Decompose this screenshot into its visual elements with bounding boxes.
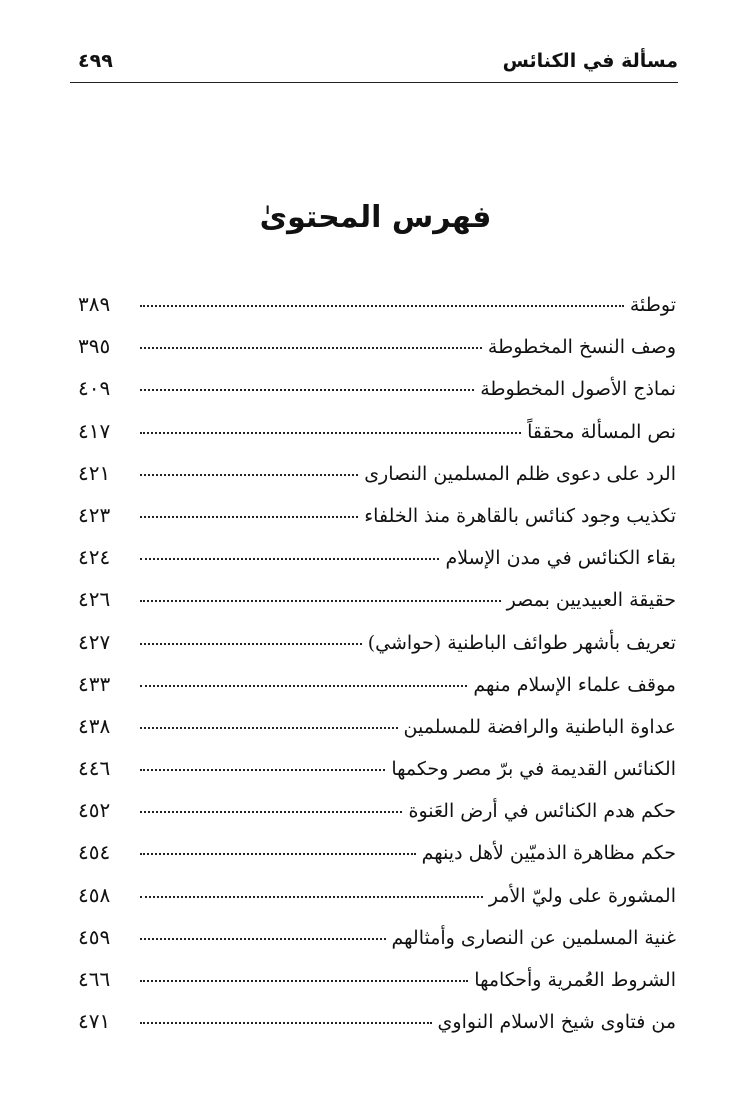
toc-entry (78, 798, 676, 840)
running-title: مسألة في الكنائس (502, 50, 678, 72)
dot-leader (140, 600, 501, 602)
toc-entry (78, 419, 676, 461)
dot-leader (140, 1022, 432, 1024)
dot-leader (140, 727, 398, 729)
toc-entry-page: ٣٩٥ (78, 334, 111, 359)
dot-leader (140, 347, 482, 349)
toc-entry-page: ٤٢٤ (78, 545, 111, 570)
dot-leader (140, 432, 521, 434)
toc-entry-label: موقف علماء الإسلام منهم (473, 673, 676, 696)
toc-entry (78, 840, 676, 882)
toc-entry (78, 967, 676, 1009)
toc-entry (78, 461, 676, 503)
toc-entry-page: ٤٠٩ (78, 376, 111, 401)
toc-entry-page: ٤٥٤ (78, 840, 111, 865)
toc-entry (78, 334, 676, 376)
toc-entry-label: بقاء الكنائس في مدن الإسلام (445, 547, 676, 570)
toc-entry-page: ٤٥٢ (78, 798, 111, 823)
dot-leader (140, 558, 439, 560)
toc-entry-label: عداوة الباطنية والرافضة للمسلمين (403, 715, 676, 738)
dot-leader (140, 685, 467, 687)
toc-entry-page: ٣٨٩ (78, 292, 111, 316)
toc-entry-label: تعريف بأشهر طوائف الباطنية (حواشي) (367, 631, 676, 654)
toc-entry-page: ٤٢٧ (78, 629, 111, 654)
dot-leader (140, 389, 474, 391)
toc-entry (78, 714, 676, 756)
toc-entry (78, 1009, 676, 1051)
running-header (70, 44, 678, 83)
toc-entry-label: غنية المسلمين عن النصارى وأمثالهم (391, 926, 676, 949)
toc-entry-page: ٤٦٦ (78, 967, 111, 991)
toc-entry-label: توطئة (629, 294, 676, 316)
toc-entry (78, 587, 676, 629)
dot-leader (140, 853, 416, 855)
toc-entry (78, 925, 676, 967)
dot-leader (140, 305, 624, 307)
toc-entry-page: ٤٢١ (78, 460, 111, 485)
toc-entry (78, 545, 676, 587)
toc-entry-label: حكم هدم الكنائس في أرض العَنوة (408, 800, 676, 823)
dot-leader (140, 769, 385, 771)
toc-entry-page: ٤٥٨ (78, 882, 111, 907)
toc-entry-label: تكذيب وجود كنائس بالقاهرة منذ الخلفاء (364, 504, 676, 527)
toc-entry-label: نماذج الأصول المخطوطة (480, 378, 676, 401)
toc-entry (78, 630, 676, 672)
page-number: ٤٩٩ (78, 50, 113, 72)
dot-leader (140, 516, 358, 518)
toc-entry (78, 883, 676, 925)
toc-entry-page: ٤٥٩ (78, 924, 111, 949)
toc-entry-page: ٤٢٦ (78, 587, 111, 612)
toc-entry-page: ٤١٧ (78, 418, 111, 443)
toc-entry-label: وصف النسخ المخطوطة (487, 336, 676, 359)
toc-entry-page: ٤٣٣ (78, 671, 111, 696)
toc-entry (78, 503, 676, 545)
toc-entry-label: الكنائس القديمة في برّ مصر وحكمها (391, 758, 676, 781)
dot-leader (140, 811, 402, 813)
dot-leader (140, 643, 362, 645)
toc-entry-page: ٤٣٨ (78, 713, 111, 738)
toc-entry-label: الشروط العُمرية وأحكامها (474, 969, 676, 991)
toc-title: فهرس المحتوىٰ (259, 200, 492, 235)
toc-entry-label: حكم مظاهرة الذميّين لأهل دينهم (421, 842, 676, 865)
dot-leader (140, 980, 468, 982)
toc-entry-page: ٤٢٣ (78, 502, 111, 527)
toc-entry-page: ٤٧١ (78, 1009, 111, 1034)
toc-entry (78, 376, 676, 418)
dot-leader (140, 896, 483, 898)
toc-entry (78, 292, 676, 334)
toc-entry-label: من فتاوى شيخ الاسلام النواوي (437, 1011, 676, 1034)
toc-entry-label: نص المسألة محققاً (527, 420, 676, 443)
toc-entry-label: حقيقة العبيديين بمصر (506, 589, 676, 612)
dot-leader (140, 938, 386, 940)
dot-leader (140, 474, 358, 476)
toc-list (78, 292, 676, 1051)
toc-entry (78, 756, 676, 798)
toc-entry (78, 672, 676, 714)
toc-entry-page: ٤٤٦ (78, 756, 111, 781)
toc-entry-label: الرد على دعوى ظلم المسلمين النصارى (364, 462, 676, 485)
toc-entry-label: المشورة على وليّ الأمر (488, 884, 676, 907)
